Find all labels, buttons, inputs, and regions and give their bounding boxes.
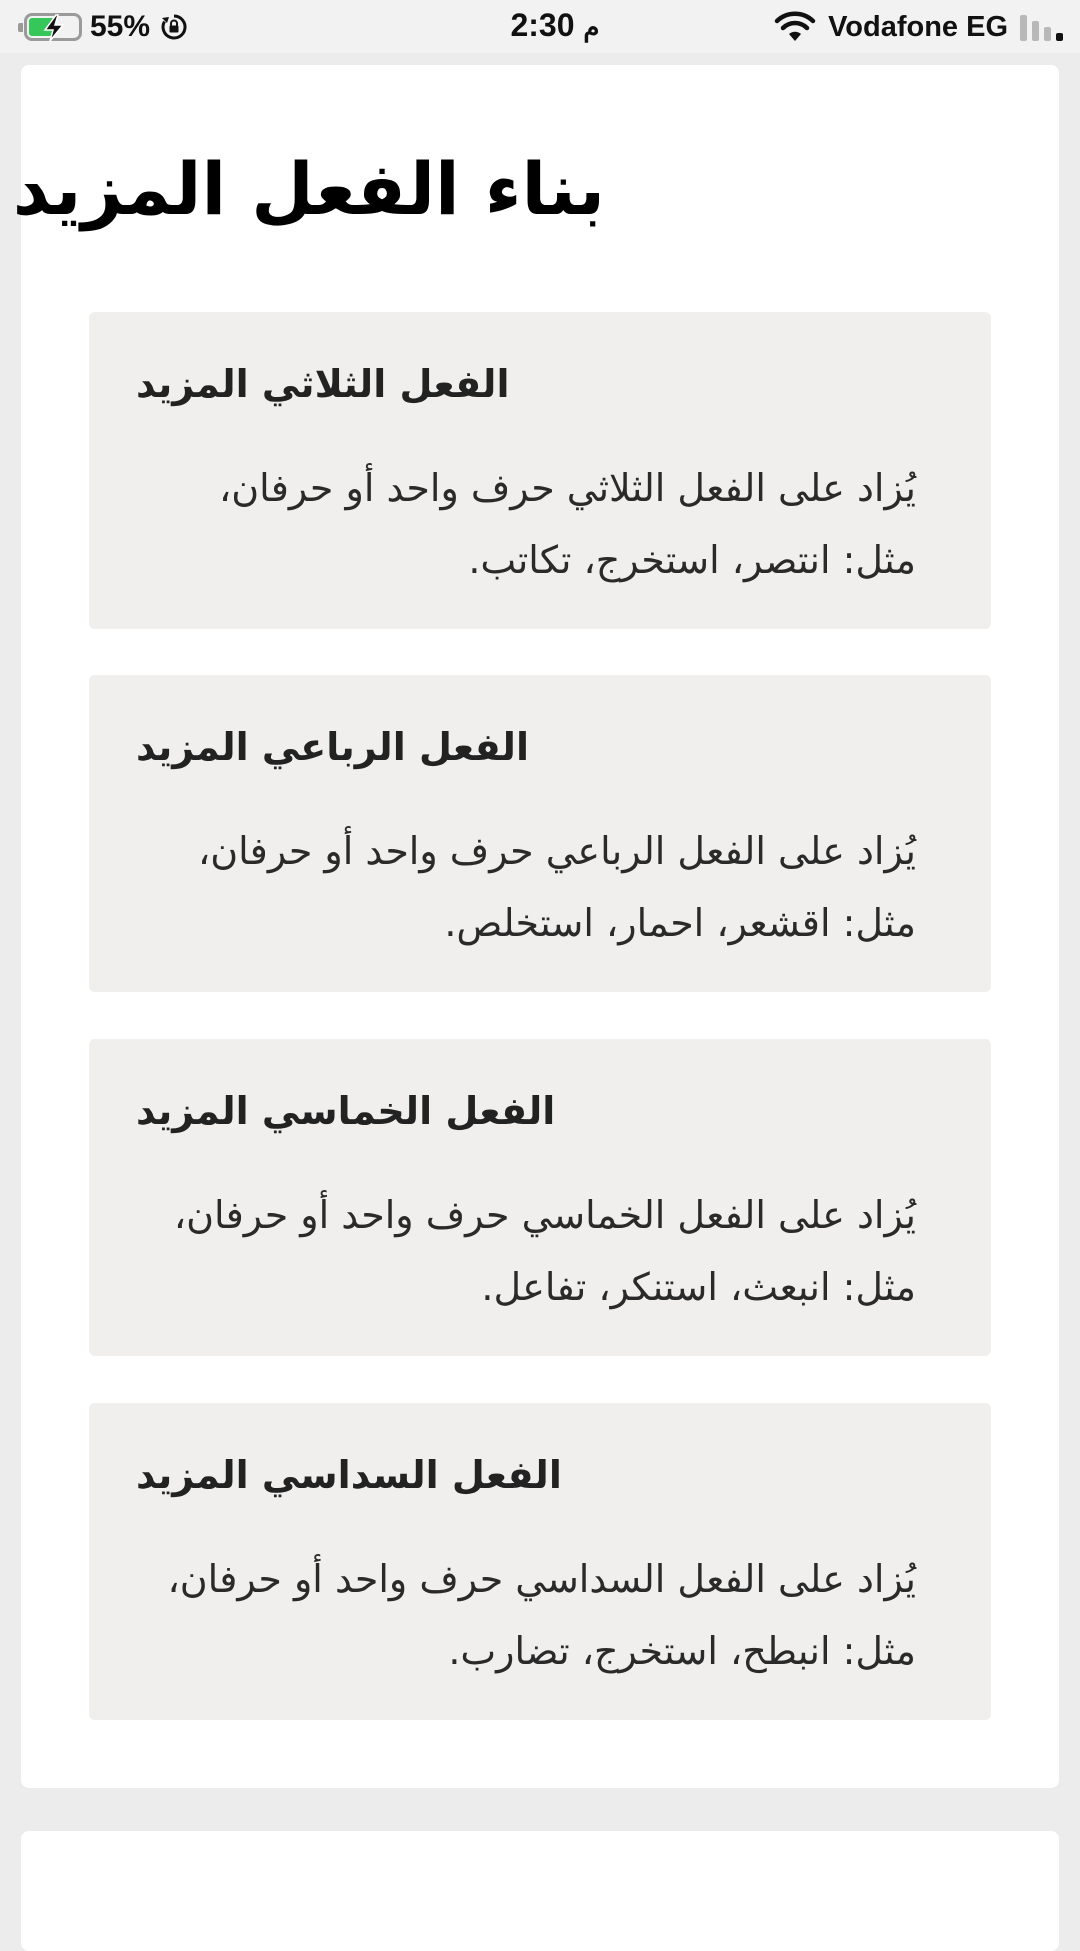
cellular-signal-icon — [1018, 11, 1066, 43]
section-triliteral — [89, 312, 991, 629]
section-body: يُزاد على الفعل السداسي حرف واحد أو حرفان، مثل: انبطح، استخرج، تضارب. — [167, 1557, 916, 1673]
section-body: يُزاد على الفعل الثلاثي حرف واحد أو حرفان، مثل: انتصر، استخرج، تكاتب. — [219, 466, 916, 582]
time: 2:30 — [510, 7, 575, 43]
carrier-name: Vodafone EG — [828, 10, 1008, 43]
section-title: الفعل الرباعي المزيد — [136, 725, 529, 769]
section-sexiliteral — [89, 1403, 991, 1720]
wifi-icon — [774, 11, 816, 43]
section-title: الفعل السداسي المزيد — [136, 1453, 562, 1497]
next-content-card — [21, 1831, 1059, 1951]
page-title: بناء الفعل المزيد — [12, 147, 605, 231]
section-quadriliteral — [89, 675, 991, 992]
section-title: الفعل الثلاثي المزيد — [136, 362, 510, 406]
content-card — [12, 65, 1059, 1788]
time-suffix: م — [583, 12, 600, 42]
battery-percent: 55% — [90, 10, 151, 43]
section-body: يُزاد على الفعل الخماسي حرف واحد أو حرفان، مثل: انبعث، استنكر، تفاعل. — [173, 1193, 916, 1309]
status-bar — [0, 0, 1080, 53]
section-body: يُزاد على الفعل الرباعي حرف واحد أو حرفان، مثل: اقشعر، احمار، استخلص. — [197, 829, 916, 945]
section-quinqueliteral — [89, 1039, 991, 1356]
section-title: الفعل الخماسي المزيد — [136, 1089, 556, 1133]
status-bar-right — [774, 8, 1066, 46]
